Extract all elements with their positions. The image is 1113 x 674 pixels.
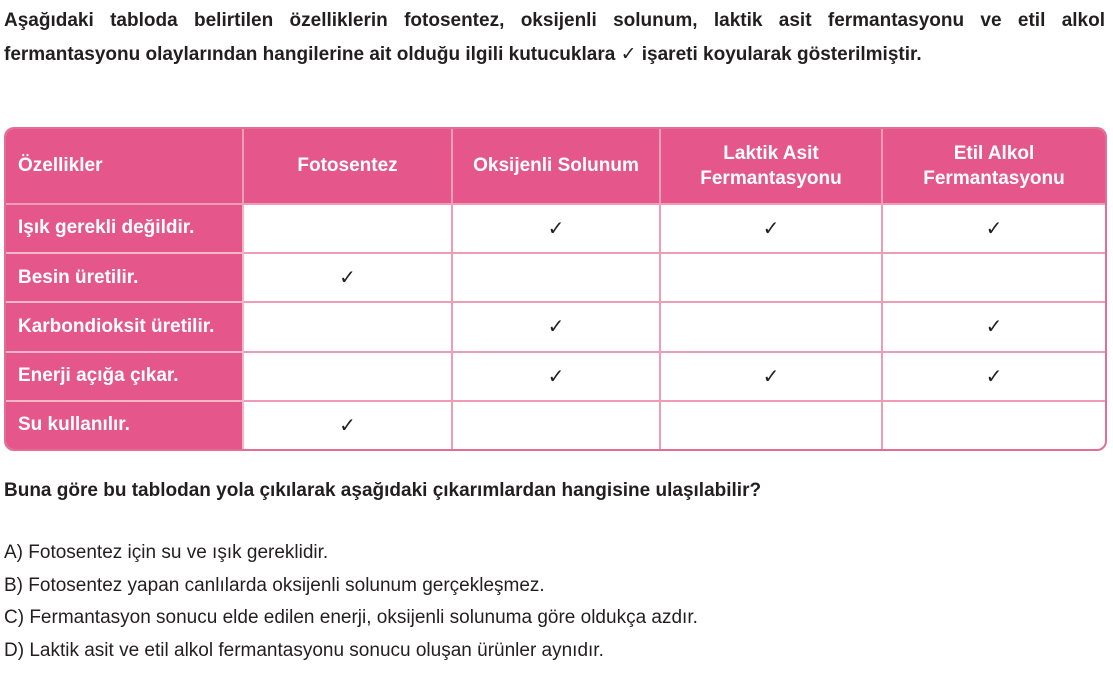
check-cell — [452, 253, 660, 302]
table-row — [6, 302, 1105, 351]
check-cell: ✓ — [882, 352, 1105, 401]
check-cell: ✓ — [882, 302, 1105, 351]
check-cell — [882, 401, 1105, 449]
table-row — [6, 401, 1105, 449]
check-cell: ✓ — [882, 204, 1105, 253]
check-cell: ✓ — [660, 352, 882, 401]
table-row — [6, 352, 1105, 401]
check-cell — [660, 302, 882, 351]
row-label: Enerji açığa çıkar. — [6, 352, 243, 401]
question-stem: Buna göre bu tablodan yola çıkılarak aşağıdaki çıkarımlardan hangisine ulaşılabilir? — [4, 480, 762, 501]
check-cell — [243, 302, 452, 351]
header-fotosentez: Fotosentez — [243, 129, 452, 204]
header-laktik-asit-text: Laktik Asit Fermantasyonu — [700, 142, 842, 189]
check-cell: ✓ — [660, 204, 882, 253]
check-cell: ✓ — [452, 204, 660, 253]
option-b[interactable]: B) Fotosentez yapan canlılarda oksijenli solunum gerçekleşmez. — [4, 574, 545, 596]
properties-table — [4, 127, 1107, 451]
question-intro: Aşağıdaki tabloda belirtilen özelliklerin fotosentez, oksijenli solunum, laktik asit fermantasyonu ve etil alkol fermantasyonu olaylarından hangilerine ait olduğu ilgili kutucuklara ✓ işareti koyularak gösterilmiştir. — [4, 10, 1105, 65]
check-cell: ✓ — [452, 302, 660, 351]
check-cell: ✓ — [452, 352, 660, 401]
row-label: Su kullanılır. — [6, 401, 243, 449]
header-laktik-asit-fermantasyonu — [660, 129, 882, 204]
header-oksijenli-solunum: Oksijenli Solunum — [452, 129, 660, 204]
row-label: Karbondioksit üretilir. — [6, 302, 243, 351]
table-header-row — [6, 129, 1105, 204]
header-ozellikler: Özellikler — [6, 129, 243, 204]
answer-options — [4, 537, 698, 668]
option-a[interactable]: A) Fotosentez için su ve ışık gereklidir. — [4, 542, 329, 563]
row-label: Işık gerekli değildir. — [6, 204, 243, 253]
option-d[interactable]: D) Laktik asit ve etil alkol fermantasyonu sonucu oluşan ürünler aynıdır. — [4, 640, 604, 662]
check-cell — [882, 253, 1105, 302]
table-row — [6, 253, 1105, 302]
check-cell — [243, 204, 452, 253]
table-row — [6, 204, 1105, 253]
check-cell — [243, 352, 452, 401]
header-etil-alkol-text: Etil Alkol Fermantasyonu — [923, 142, 1065, 189]
option-c[interactable]: C) Fermantasyon sonucu elde edilen enerji, oksijenli solunuma göre oldukça azdır. — [4, 607, 698, 629]
header-etil-alkol-fermantasyonu — [882, 129, 1105, 204]
check-cell — [452, 401, 660, 449]
check-cell — [660, 253, 882, 302]
check-cell: ✓ — [243, 253, 452, 302]
check-cell: ✓ — [243, 401, 452, 449]
check-cell — [660, 401, 882, 449]
row-label: Besin üretilir. — [6, 253, 243, 302]
